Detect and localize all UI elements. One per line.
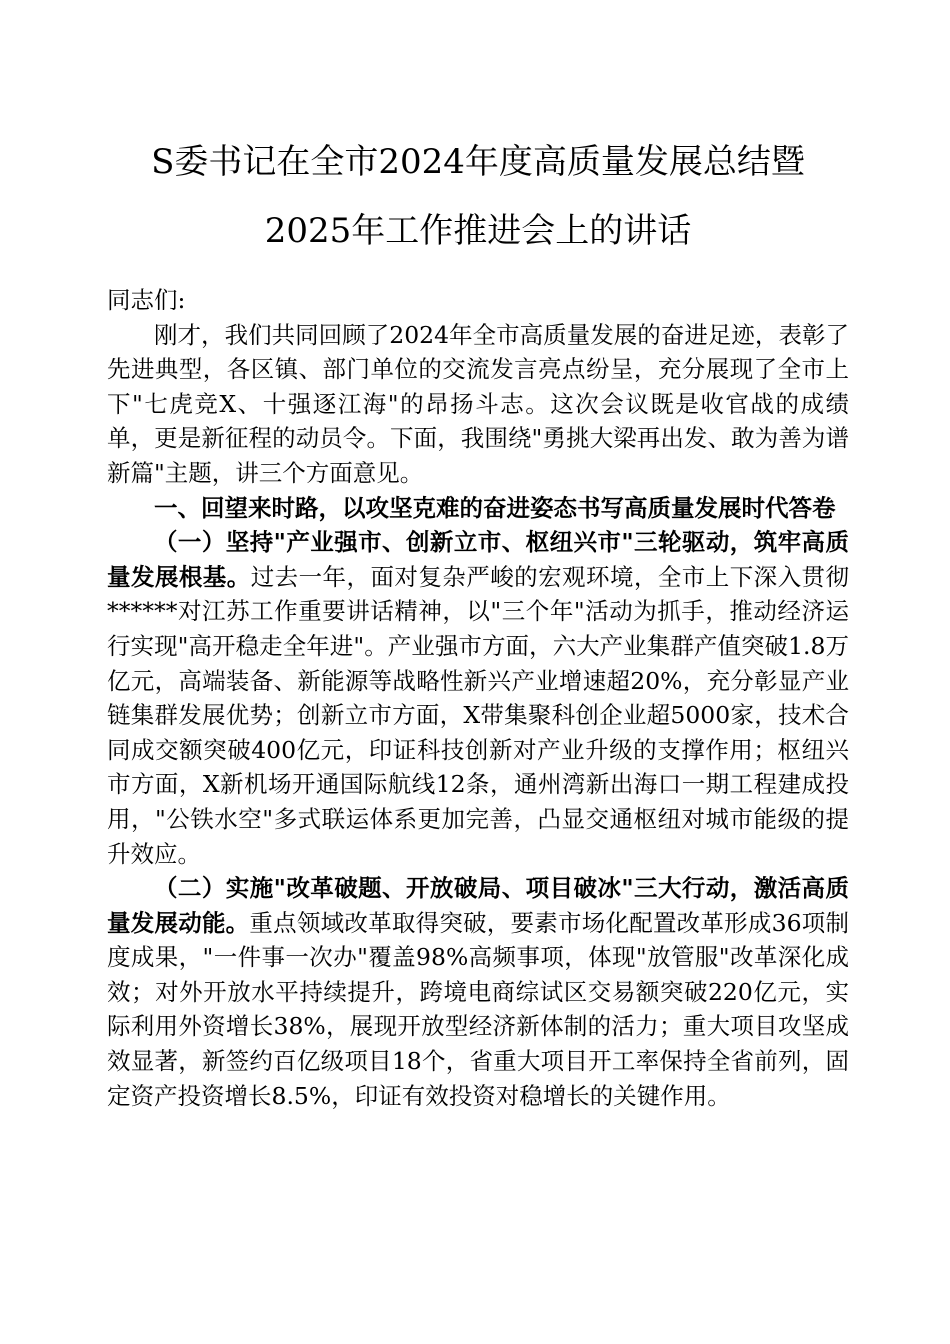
intro-paragraph: 刚才，我们共同回顾了2024年全市高质量发展的奋进足迹，表彰了先进典型，各区镇、部门单位的交流发言亮点纷呈，充分展现了全市上下"七虎竞X、十强逐江海"的昂扬斗志。这次会议既是收官战的成绩单，更是新征程的动员令。下面，我围绕"勇挑大梁再出发、敢为善为谱新篇"主题，讲三个方面意见。	[107, 320, 849, 487]
subsection-2-heading: （二）实施"改革破题、开放破局、项目破冰"三大行动，激活高质量发展动能。	[107, 874, 849, 937]
subsection-2-body: 重点领域改革取得突破，要素市场化配置改革形成36项制度成果，"一件事一次办"覆盖98%高频事项，体现"放管服"改革深化成效；对外开放水平持续提升，跨境电商综试区交易额突破220亿元，实际利用外资增长38%，展现开放型经济新体制的活力；重大项目攻坚成效显著，新签约百亿级项目18个，省重大项目开工率保持全省前列，固定资产投资增长8.5%，印证有效投资对稳增长的关键作用。	[107, 908, 849, 1110]
subsection-2-paragraph	[107, 871, 849, 1113]
document-title	[107, 128, 849, 266]
subsection-1-heading: （一）坚持"产业强市、创新立市、枢纽兴市"三轮驱动，筑牢高质量发展根基。	[107, 528, 849, 591]
salutation: 同志们:	[107, 286, 186, 314]
subsection-1-paragraph	[107, 525, 849, 871]
subsection-1-body: 过去一年，面对复杂严峻的宏观环境，全市上下深入贯彻******对江苏工作重要讲话精神，以"三个年"活动为抓手，推动经济运行实现"高开稳走全年进"。产业强市方面，六大产业集群产值突破1.8万亿元，高端装备、新能源等战略性新兴产业增速超20%，充分彰显产业链集群发展优势；创新立市方面，X带集聚科创企业超5000家，技术合同成交额突破400亿元，印证科技创新对产业升级的支撑作用；枢纽兴市方面，X新机场开通国际航线12条，通州湾新出海口一期工程建成投用，"公铁水空"多式联运体系更加完善，凸显交通枢纽对城市能级的提升效应。	[107, 562, 850, 868]
document-page	[107, 128, 849, 1113]
title-line-1: S委书记在全市2024年度高质量发展总结暨	[151, 142, 805, 182]
section-1-heading: 一、回望来时路，以攻坚克难的奋进姿态书写高质量发展时代答卷	[154, 493, 836, 522]
title-line-2: 2025年工作推进会上的讲话	[264, 211, 692, 251]
document-body	[107, 283, 849, 1113]
